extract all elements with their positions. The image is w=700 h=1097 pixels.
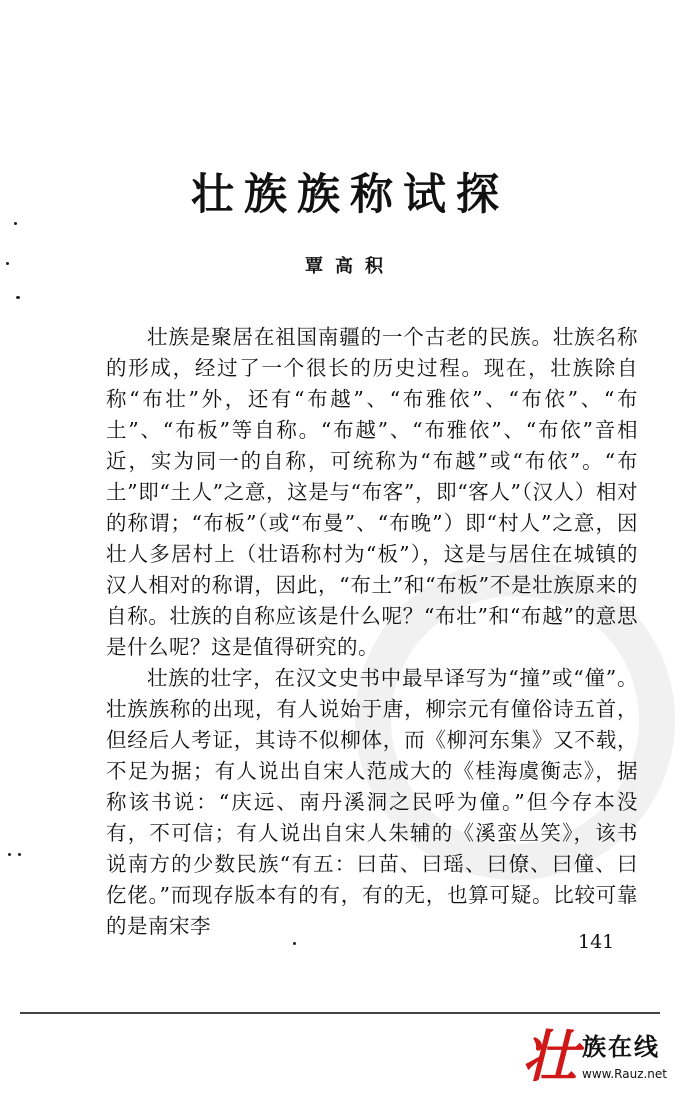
body-paragraph: 壮族是聚居在祖国南疆的一个古老的民族。壮族名称的形成，经过了一个很长的历史过程。现在，壮族除自称“布壮”外，还有“布越”、“布雅依”、“布依”、“布土”、“布板”等自称。“布越”、“布雅依”、“布依”音相近，实为同一的自称，可统称为“布越”或“布依”。“布土”即“土人”之意，这是与“布客”，即“客人”（汉人）相对的称谓；“布板”（或“布曼”、“布晚”）即“村人”之意，因壮人多居村上（壮语称村为“板”），这是与居住在城镇的汉人相对的称谓，因此，“布土”和“布板”不是壮族原来的自称。壮族的自称应该是什么呢？“布壮”和“布越”的意思是什么呢？这是值得研究的。	[106, 325, 638, 659]
article-title: 壮族族称试探	[191, 170, 509, 220]
scan-speck	[293, 942, 296, 945]
scan-speck	[8, 853, 11, 856]
logo-url: www.Rauz.net	[582, 1067, 667, 1081]
article-author: 覃高积	[305, 256, 395, 277]
page-number: 141	[578, 931, 615, 953]
body-paragraph: 壮族的壮字，在汉文史书中最早译写为“撞”或“僮”。壮族族称的出现，有人说始于唐，柳宗元有僮俗诗五首，但经后人考证，其诗不似柳体，而《柳河东集》又不载，不足为据；有人说出自宋人范成大的《桂海虞衡志》，据称该书说：“庆远、南丹溪洞之民呼为僮。”但今存本没有，不可信；有人说出自宋人朱辅的《溪蛮丛笑》，该书说南方的少数民族“有五：曰苗、曰瑶、曰僚、曰僮、曰仡佬。”而现存版本有的有，有的无，也算可疑。比较可靠的是南宋李	[106, 666, 638, 938]
logo-mark: 壮	[522, 1024, 578, 1090]
bottom-divider	[20, 1012, 660, 1014]
scan-speck	[18, 853, 21, 856]
article-body	[106, 322, 638, 942]
site-logo	[512, 1026, 692, 1090]
logo-text: 族在线	[582, 1033, 660, 1061]
scan-speck	[16, 296, 20, 299]
